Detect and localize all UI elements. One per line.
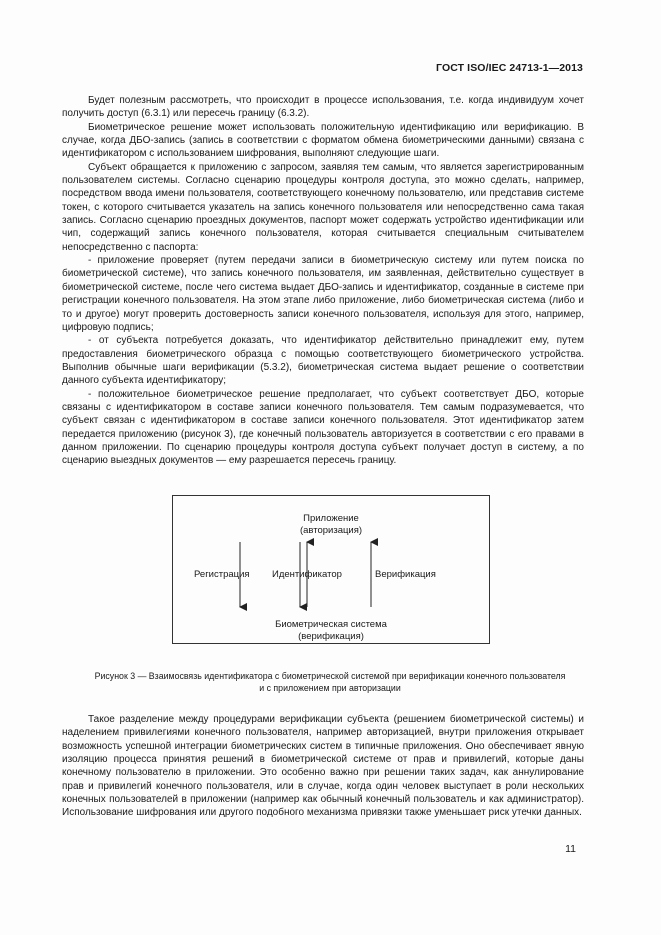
page-number: 11 [565, 843, 576, 855]
application-node [173, 513, 489, 536]
paragraph: Такое разделение между процедурами верификации субъекта (решением биометрической системы) и наделением привилегиями конечного пользователя, например авторизацией, внутри приложения открывает возможность успешной интеграции биометрических систем в типичные приложения. Оно обеспечивает явную изоляцию процесса принятия решений в биометрической системе от прав и привилегий, которые даны конечному пользователю в приложении. Это особенно важно при решении таких задач, как аннулирование прав и привилегий конечного пользователя, или в случае, когда один человек выступает в роли нескольких конечных пользователей в приложении (например как обычный конечный пользователь и как администратор). Использование шифрования или другого подобного механизма привязки также уменьшает риск утечки данных. [62, 714, 584, 819]
verification-label: Верификация [375, 569, 436, 580]
body-text-top [62, 94, 584, 468]
biometric-system-node [173, 619, 489, 642]
registration-label: Регистрация [194, 569, 250, 580]
figure-caption [40, 670, 620, 694]
figure-caption-line: Рисунок 3 — Взаимосвязь идентификатора с биометрической системой при верификации конечного пользователя [94, 671, 566, 681]
paragraph: Будет полезным рассмотреть, что происходит в процессе использования, т.е. когда индивидуум хочет получить доступ (6.3.1) или пересечь границу (6.3.2). [62, 95, 584, 120]
biometric-system-node-subtitle: (верификация) [298, 630, 364, 642]
paragraph: Биометрическое решение может использовать положительную идентификацию или верификацию. В случае, когда ДБО-запись (запись в соответствии с форматом обмена биометрическими данными) связана с идентификатором с использованием шифрования, выполняют следующие шаги. [62, 121, 584, 160]
paragraph: Субъект обращается к приложению с запросом, заявляя тем самым, что является зарегистрированным пользователем системы. Согласно сценарию процедуры контроля доступа, это можно сделать, например, посредством ввода имени пользователя, соответствующего конечному пользователю, или представив системе токен, с которого считывается указатель на запись конечного пользователя или непосредственно сама такая запись. Согласно сценарию проездных документов, паспорт может содержать устройство идентификации или чип, содержащий запись конечного пользователя, которая считывается специальным считывателем непосредственно с паспорта: [62, 161, 584, 253]
application-node-subtitle: (авторизация) [299, 524, 363, 536]
list-item: - положительное биометрическое решение предполагает, что субъект соответствует ДБО, которые связаны с идентификатором в составе записи конечного пользователя. Тем самым подразумевается, что субъект связан с идентификатором в составе записи конечного пользователя. Этот идентификатор затем передается приложению (рисунок 3), где конечный пользователь авторизуется в соответствии с его правами в данном приложении. По сценарию процедуры контроля доступа субъект получает доступ в систему, а по сценарию выездных документов — ему разрешается пересечь границу. [62, 388, 584, 467]
list-item: - от субъекта потребуется доказать, что идентификатор действительно принадлежит ему, путем предоставления биометрического образца с помощью соответствующего биометрического устройства. Выполнив обычные шаги верификации (5.3.2), биометрическая система выдает решение о соответствии данного субъекта идентификатору; [62, 335, 584, 387]
body-text-bottom [62, 713, 584, 820]
application-node-title: Приложение [303, 513, 359, 524]
list-item: - приложение проверяет (путем передачи записи в биометрическую систему или путем поиска по биометрической системе), что запись конечного пользователя, им заявленная, действительно существует в биометрической системе, после чего система выдает ДБО-запись и идентификатор, созданные в системе при регистрации конечного пользователя. На этом этапе либо приложение, либо биометрическая система (либо и то и другое) могут проверить достоверность записи конечного пользователя, используя для этого, например, цифровую подпись; [62, 255, 584, 333]
identifier-label: Идентификатор [272, 569, 342, 580]
document-header: ГОСТ ISO/IEC 24713-1—2013 [436, 62, 583, 74]
figure-caption-line: и с приложением при авторизации [259, 683, 401, 693]
biometric-system-node-title: Биометрическая система [275, 619, 387, 630]
figure-3-diagram [172, 495, 490, 644]
